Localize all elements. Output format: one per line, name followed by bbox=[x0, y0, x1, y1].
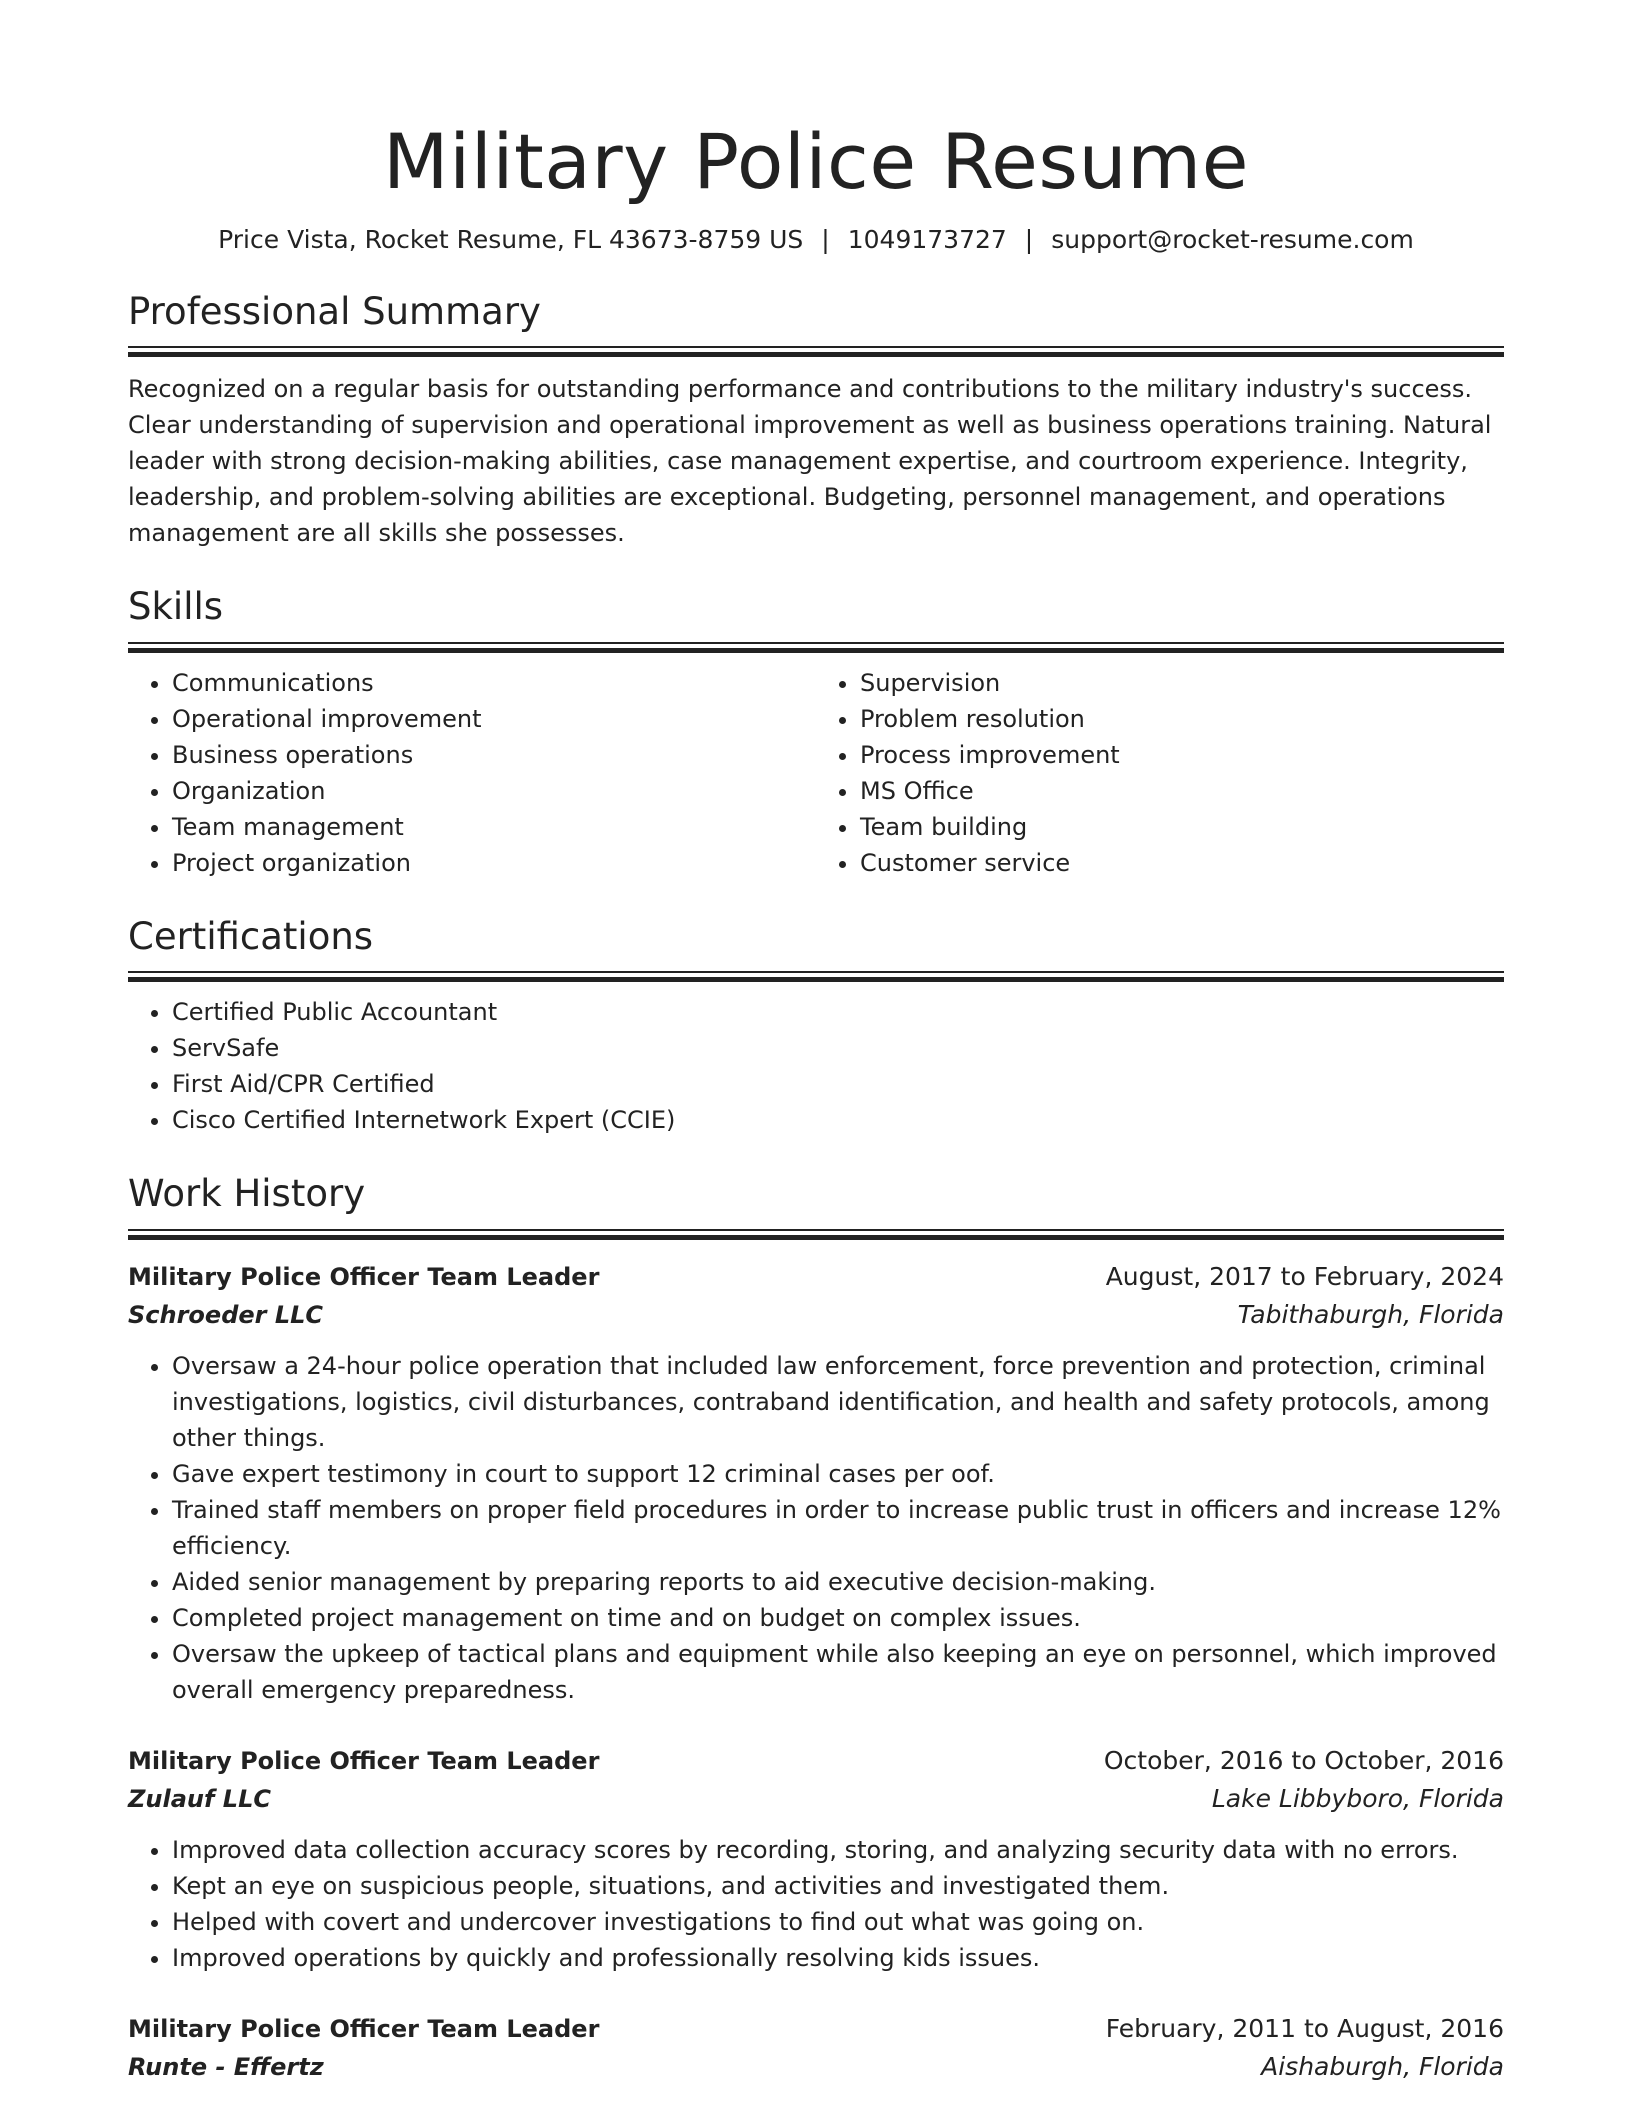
certification-item: • Cisco Certified Internetwork Expert (CCIE) bbox=[172, 1102, 1504, 1138]
skills-section-header bbox=[128, 585, 1504, 652]
work-heading: Work History bbox=[128, 1172, 366, 1216]
job-dates: February, 2011 to August, 2016 bbox=[1105, 2013, 1504, 2043]
job-bullet: • Oversaw a 24-hour police operation that included law enforcement, force prevention and protection, criminal investigations, logistics, civil disturbances, contraband identification, and health and safety protocols, among other things. bbox=[172, 1348, 1504, 1456]
job-company-row bbox=[128, 1296, 1504, 1334]
skill-item: • Project organization bbox=[172, 845, 816, 881]
certification-item: • Certified Public Accountant bbox=[172, 994, 1504, 1030]
job-location: Tabithaburgh, Florida bbox=[1237, 1299, 1504, 1329]
job-bullet: • Oversaw the upkeep of tactical plans and equipment while also keeping an eye on personnel, which improved overall emergency preparedness. bbox=[172, 1636, 1504, 1708]
work-section-header bbox=[128, 1172, 1504, 1239]
job-entry bbox=[128, 1742, 1504, 1976]
summary-section-header bbox=[128, 290, 1504, 357]
job-title: Military Police Officer Team Leader bbox=[128, 2014, 600, 2043]
summary-text: Recognized on a regular basis for outstanding performance and contributions to the military industry's success. Clear understanding of supervision and operational improvement as well as business operations training. Natural leader with strong decision-making abilities, case management expertise, and courtroom experience. Integrity, leadership, and problem-solving abilities are exceptional. Budgeting, personnel management, and operations management are all skills she possesses. bbox=[128, 375, 1492, 548]
certifications-list bbox=[128, 994, 1504, 1138]
certification-item: • ServSafe bbox=[172, 1030, 1504, 1066]
job-entry bbox=[128, 2010, 1504, 2086]
section-divider bbox=[128, 971, 1504, 982]
skill-item: • Supervision bbox=[860, 665, 1504, 701]
job-company: Zulauf LLC bbox=[128, 1784, 271, 1813]
job-location: Lake Libbyboro, Florida bbox=[1211, 1783, 1504, 1813]
job-company-row bbox=[128, 2048, 1504, 2086]
job-bullet: • Improved data collection accuracy scores by recording, storing, and analyzing security data with no errors. bbox=[172, 1832, 1504, 1868]
job-company-row bbox=[128, 1780, 1504, 1818]
contact-separator: | bbox=[821, 224, 830, 254]
job-company: Runte - Effertz bbox=[128, 2052, 324, 2081]
job-bullet: • Trained staff members on proper field procedures in order to increase public trust in officers and increase 12% efficiency. bbox=[172, 1492, 1504, 1564]
summary-heading: Professional Summary bbox=[128, 290, 541, 334]
skill-item: • Problem resolution bbox=[860, 701, 1504, 737]
job-bullet: • Helped with covert and undercover investigations to find out what was going on. bbox=[172, 1904, 1504, 1940]
contact-email: support@rocket-resume.com bbox=[1051, 224, 1414, 254]
job-bullet: • Improved operations by quickly and professionally resolving kids issues. bbox=[172, 1940, 1504, 1976]
skill-item: • Team building bbox=[860, 809, 1504, 845]
job-title: Military Police Officer Team Leader bbox=[128, 1746, 600, 1775]
certifications-section-header bbox=[128, 915, 1504, 982]
job-header-row bbox=[128, 2010, 1504, 2048]
job-entry bbox=[128, 1258, 1504, 1708]
skill-item: • Operational improvement bbox=[172, 701, 816, 737]
skills-column-right bbox=[816, 665, 1504, 881]
job-bullet: • Gave expert testimony in court to support 12 criminal cases per oof. bbox=[172, 1456, 1504, 1492]
skills-column-left bbox=[128, 665, 816, 881]
contact-line bbox=[128, 224, 1504, 257]
skill-item: • Communications bbox=[172, 665, 816, 701]
job-header-row bbox=[128, 1742, 1504, 1780]
job-dates: August, 2017 to February, 2024 bbox=[1105, 1261, 1504, 1291]
skill-item: • Customer service bbox=[860, 845, 1504, 881]
job-bullets bbox=[128, 1348, 1504, 1708]
skills-list bbox=[128, 653, 1504, 881]
certifications-heading: Certifications bbox=[128, 914, 374, 958]
job-title: Military Police Officer Team Leader bbox=[128, 1262, 600, 1291]
contact-phone: 1049173727 bbox=[847, 224, 1007, 254]
job-bullet: • Completed project management on time and on budget on complex issues. bbox=[172, 1600, 1504, 1636]
contact-address: Price Vista, Rocket Resume, FL 43673-8759 US bbox=[218, 224, 804, 254]
job-company: Schroeder LLC bbox=[128, 1300, 324, 1329]
job-bullet: • Aided senior management by preparing reports to aid executive decision-making. bbox=[172, 1564, 1504, 1600]
contact-separator: | bbox=[1024, 224, 1034, 254]
job-bullets bbox=[128, 1832, 1504, 1976]
skill-item: • Organization bbox=[172, 773, 816, 809]
skill-item: • Process improvement bbox=[860, 737, 1504, 773]
section-divider bbox=[128, 642, 1504, 653]
section-divider bbox=[128, 1229, 1504, 1240]
job-dates: October, 2016 to October, 2016 bbox=[1103, 1745, 1504, 1775]
skill-item: • Team management bbox=[172, 809, 816, 845]
skill-item: • Business operations bbox=[172, 737, 816, 773]
section-divider bbox=[128, 346, 1504, 357]
certification-item: • First Aid/CPR Certified bbox=[172, 1066, 1504, 1102]
job-bullet: • Kept an eye on suspicious people, situations, and activities and investigated them. bbox=[172, 1868, 1504, 1904]
skill-item: • MS Office bbox=[860, 773, 1504, 809]
job-location: Aishaburgh, Florida bbox=[1261, 2051, 1504, 2081]
skills-heading: Skills bbox=[128, 585, 224, 629]
job-header-row bbox=[128, 1258, 1504, 1296]
resume-title: Military Police Resume bbox=[383, 117, 1249, 206]
